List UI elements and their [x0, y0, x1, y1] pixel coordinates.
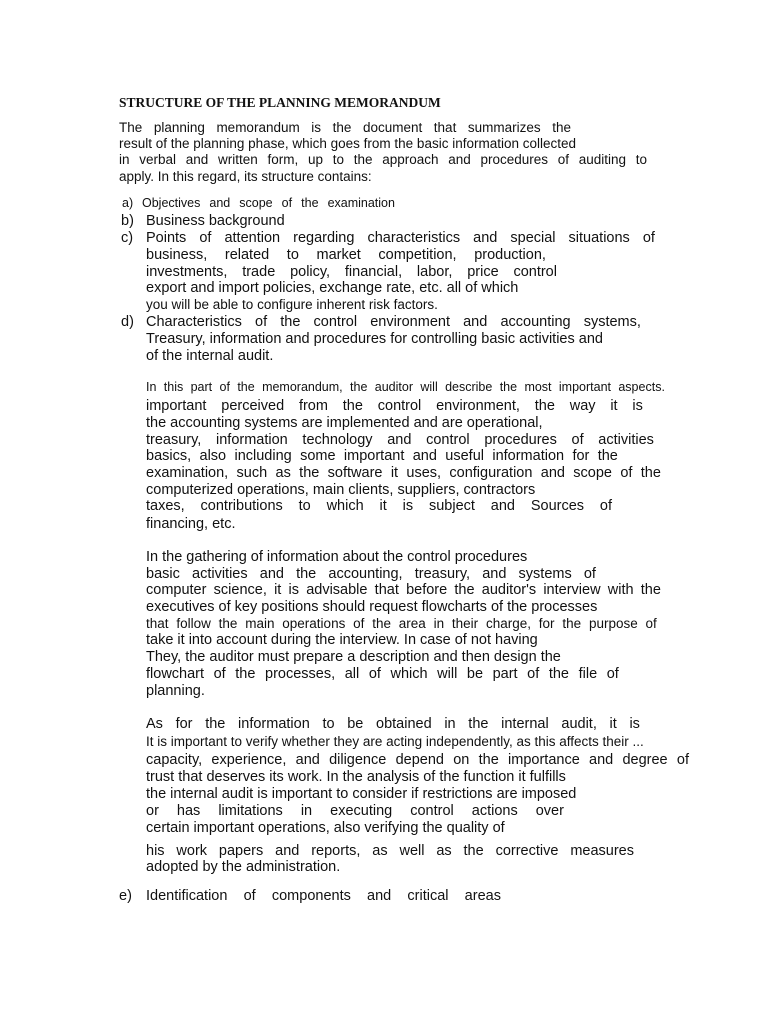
paragraph-2-line: planning. — [146, 683, 205, 699]
paragraph-3-line: the internal audit is important to consider if restrictions are imposed — [146, 786, 577, 802]
paragraph-1-line: important perceived from the control environment, the way it is — [146, 398, 643, 414]
list-item-c-line: business, related to market competition, production, — [146, 247, 546, 263]
list-marker-b: b) — [121, 213, 134, 229]
paragraph-2-line: They, the auditor must prepare a description and then design the — [146, 649, 561, 665]
paragraph-1-line: examination, such as the software it uses, configuration and scope of the — [146, 465, 661, 481]
list-item-c-line: Points of attention regarding characteristics and special situations of — [146, 230, 655, 246]
list-item-a-text: Objectives and scope of the examination — [142, 196, 395, 210]
intro-line: result of the planning phase, which goes from the basic information collected — [119, 136, 577, 151]
paragraph-3-line: certain important operations, also verifying the quality of — [146, 820, 505, 836]
paragraph-1-line: the accounting systems are implemented and are operational, — [146, 415, 543, 431]
intro-line: in verbal and written form, up to the approach and procedures of auditing to — [119, 152, 647, 167]
list-marker-e: e) — [119, 888, 132, 904]
list-marker-c: c) — [121, 230, 134, 246]
list-item-b-text: Business background — [146, 213, 285, 229]
paragraph-3-line: capacity, experience, and diligence depend on the importance and degree of — [146, 752, 689, 768]
paragraph-2-line: that follow the main operations of the area in their charge, for the purpose of — [146, 616, 657, 631]
paragraph-3-line: As for the information to be obtained in the internal audit, it is — [146, 716, 640, 732]
list-item-c-line: you will be able to configure inherent risk factors. — [146, 297, 438, 312]
list-item-e-text: Identification of components and critical areas — [146, 888, 501, 904]
list-item-d-line: Treasury, information and procedures for controlling basic activities and — [146, 331, 603, 347]
paragraph-2-line: computer science, it is advisable that before the auditor's interview with the — [146, 582, 661, 598]
paragraph-2-line: take it into account during the interview. In case of not having — [146, 632, 538, 648]
paragraph-1-line: treasury, information technology and control procedures of activities — [146, 432, 654, 448]
document-title: STRUCTURE OF THE PLANNING MEMORANDUM — [119, 95, 441, 110]
paragraph-2-line: In the gathering of information about the control procedures — [146, 549, 528, 565]
list-item-c-line: export and import policies, exchange rate, etc. all of which — [146, 280, 519, 296]
intro-line: apply. In this regard, its structure contains: — [119, 169, 372, 184]
paragraph-3-line: his work papers and reports, as well as the corrective measures — [146, 843, 634, 859]
paragraph-2-line: flowchart of the processes, all of which will be part of the file of — [146, 666, 619, 682]
paragraph-2-line: executives of key positions should request flowcharts of the processes — [146, 599, 598, 615]
paragraph-3-line: adopted by the administration. — [146, 859, 341, 875]
paragraph-1-line: basics, also including some important and useful information for the — [146, 448, 618, 464]
paragraph-3-line: It is important to verify whether they are acting independently, as this affects their ... — [146, 734, 644, 749]
list-item-c-line: investments, trade policy, financial, labor, price control — [146, 264, 557, 280]
list-marker-a: a) — [122, 196, 134, 210]
paragraph-1-line: financing, etc. — [146, 516, 236, 532]
paragraph-1-line: computerized operations, main clients, suppliers, contractors — [146, 482, 536, 498]
list-item-d-line: Characteristics of the control environment and accounting systems, — [146, 314, 641, 330]
paragraph-3-line: trust that deserves its work. In the analysis of the function it fulfills — [146, 769, 566, 785]
paragraph-1-line: In this part of the memorandum, the auditor will describe the most important aspects. — [146, 380, 665, 394]
paragraph-2-line: basic activities and the accounting, treasury, and systems of — [146, 566, 596, 582]
list-marker-d: d) — [121, 314, 134, 330]
intro-line: The planning memorandum is the document that summarizes the — [119, 120, 571, 135]
paragraph-3-line: or has limitations in executing control actions over — [146, 803, 564, 819]
paragraph-1-line: taxes, contributions to which it is subject and Sources of — [146, 498, 612, 514]
list-item-d-line: of the internal audit. — [146, 348, 274, 364]
